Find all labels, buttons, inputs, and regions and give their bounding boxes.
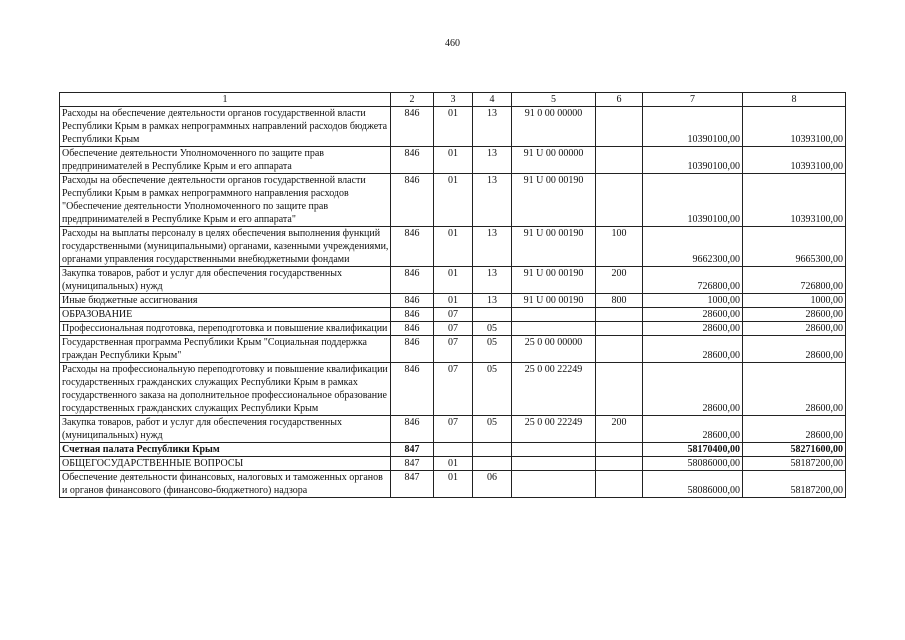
row-ministry-code: 846	[391, 336, 434, 363]
row-amount-year-2: 28600,00	[743, 322, 846, 336]
row-expense-type	[596, 443, 643, 457]
row-ministry-code: 847	[391, 443, 434, 457]
row-target-article: 25 0 00 22249	[512, 416, 596, 443]
row-section-code: 07	[434, 363, 473, 416]
row-section-code: 07	[434, 336, 473, 363]
table-row	[60, 457, 846, 471]
row-section-code: 01	[434, 227, 473, 267]
row-section-code: 01	[434, 174, 473, 227]
row-expense-type: 200	[596, 267, 643, 294]
row-target-article: 91 0 00 00000	[512, 107, 596, 147]
row-amount-year-2: 9665300,00	[743, 227, 846, 267]
row-target-article	[512, 443, 596, 457]
row-amount-year-1: 28600,00	[643, 363, 743, 416]
row-subsection-code: 13	[473, 174, 512, 227]
row-ministry-code: 846	[391, 147, 434, 174]
row-ministry-code: 846	[391, 267, 434, 294]
column-header: 3	[434, 93, 473, 107]
row-target-article: 91 U 00 00190	[512, 267, 596, 294]
row-description: Иные бюджетные ассигнования	[60, 294, 391, 308]
row-amount-year-2: 58271600,00	[743, 443, 846, 457]
row-amount-year-1: 58170400,00	[643, 443, 743, 457]
row-expense-type	[596, 174, 643, 227]
row-expense-type	[596, 336, 643, 363]
row-description: Расходы на профессиональную переподготовку и повышение квалификации государственных гражданских служащих Республики Крым в рамках государственного заказа на дополнительное профессиональное образование государственных гражданских служащих Республики Крым	[60, 363, 391, 416]
row-amount-year-2: 58187200,00	[743, 471, 846, 498]
row-amount-year-1: 10390100,00	[643, 107, 743, 147]
row-subsection-code	[473, 457, 512, 471]
row-description: Расходы на выплаты персоналу в целях обеспечения выполнения функций государственными (муниципальными) органами, казенными учреждениями, органами управления государственными внебюджетными фондами	[60, 227, 391, 267]
row-description: Профессиональная подготовка, переподготовка и повышение квалификации	[60, 322, 391, 336]
row-expense-type	[596, 457, 643, 471]
row-expense-type	[596, 107, 643, 147]
row-amount-year-1: 726800,00	[643, 267, 743, 294]
row-subsection-code: 13	[473, 107, 512, 147]
row-expense-type: 800	[596, 294, 643, 308]
row-amount-year-2: 28600,00	[743, 416, 846, 443]
row-description: Расходы на обеспечение деятельности органов государственной власти Республики Крым в рамках непрограммных направлений расходов бюджета Республики Крым	[60, 107, 391, 147]
row-amount-year-2: 726800,00	[743, 267, 846, 294]
column-header: 8	[743, 93, 846, 107]
page-number: 460	[445, 38, 460, 49]
row-target-article	[512, 457, 596, 471]
row-ministry-code: 846	[391, 363, 434, 416]
row-amount-year-1: 28600,00	[643, 308, 743, 322]
row-ministry-code: 846	[391, 107, 434, 147]
row-target-article: 25 0 00 00000	[512, 336, 596, 363]
row-expense-type	[596, 308, 643, 322]
row-section-code: 07	[434, 308, 473, 322]
row-amount-year-2: 28600,00	[743, 363, 846, 416]
row-subsection-code: 05	[473, 363, 512, 416]
row-target-article: 91 U 00 00190	[512, 294, 596, 308]
row-expense-type	[596, 363, 643, 416]
row-amount-year-2: 28600,00	[743, 336, 846, 363]
row-target-article	[512, 322, 596, 336]
row-subsection-code: 13	[473, 147, 512, 174]
row-section-code: 07	[434, 416, 473, 443]
row-ministry-code: 846	[391, 294, 434, 308]
row-section-code: 01	[434, 471, 473, 498]
row-expense-type	[596, 471, 643, 498]
column-header: 7	[643, 93, 743, 107]
row-ministry-code: 846	[391, 227, 434, 267]
row-description: Обеспечение деятельности Уполномоченного по защите прав предпринимателей в Республике Крым и его аппарата	[60, 147, 391, 174]
row-subsection-code: 06	[473, 471, 512, 498]
row-target-article	[512, 308, 596, 322]
row-description: Закупка товаров, работ и услуг для обеспечения государственных (муниципальных) нужд	[60, 416, 391, 443]
column-header: 1	[60, 93, 391, 107]
budget-table	[59, 92, 846, 498]
row-section-code	[434, 443, 473, 457]
row-description: ОБЩЕГОСУДАРСТВЕННЫЕ ВОПРОСЫ	[60, 457, 391, 471]
row-expense-type	[596, 147, 643, 174]
row-section-code: 01	[434, 267, 473, 294]
row-amount-year-1: 28600,00	[643, 336, 743, 363]
row-description: Счетная палата Республики Крым	[60, 443, 391, 457]
row-expense-type: 200	[596, 416, 643, 443]
row-amount-year-2: 10393100,00	[743, 147, 846, 174]
row-amount-year-1: 9662300,00	[643, 227, 743, 267]
table-row	[60, 107, 846, 147]
table-row	[60, 227, 846, 267]
row-subsection-code	[473, 308, 512, 322]
row-amount-year-1: 1000,00	[643, 294, 743, 308]
table-row	[60, 308, 846, 322]
row-amount-year-2: 1000,00	[743, 294, 846, 308]
column-header: 2	[391, 93, 434, 107]
row-expense-type: 100	[596, 227, 643, 267]
table-row	[60, 443, 846, 457]
row-target-article: 25 0 00 22249	[512, 363, 596, 416]
row-target-article	[512, 471, 596, 498]
row-amount-year-2: 28600,00	[743, 308, 846, 322]
row-amount-year-1: 10390100,00	[643, 174, 743, 227]
row-description: Государственная программа Республики Крым "Социальная поддержка граждан Республики Крым"	[60, 336, 391, 363]
row-section-code: 01	[434, 107, 473, 147]
row-amount-year-2: 58187200,00	[743, 457, 846, 471]
row-amount-year-1: 58086000,00	[643, 457, 743, 471]
row-amount-year-2: 10393100,00	[743, 107, 846, 147]
row-ministry-code: 846	[391, 416, 434, 443]
table-row	[60, 322, 846, 336]
row-target-article: 91 U 00 00190	[512, 174, 596, 227]
row-section-code: 07	[434, 322, 473, 336]
table-row	[60, 267, 846, 294]
column-header: 6	[596, 93, 643, 107]
row-section-code: 01	[434, 147, 473, 174]
row-description: Обеспечение деятельности финансовых, налоговых и таможенных органов и органов финансового (финансово-бюджетного) надзора	[60, 471, 391, 498]
row-expense-type	[596, 322, 643, 336]
table-row	[60, 336, 846, 363]
row-amount-year-1: 10390100,00	[643, 147, 743, 174]
table-body	[60, 107, 846, 498]
table-row	[60, 174, 846, 227]
row-subsection-code	[473, 443, 512, 457]
table-row	[60, 147, 846, 174]
row-section-code: 01	[434, 294, 473, 308]
row-amount-year-2: 10393100,00	[743, 174, 846, 227]
row-description: Закупка товаров, работ и услуг для обеспечения государственных (муниципальных) нужд	[60, 267, 391, 294]
row-subsection-code: 13	[473, 227, 512, 267]
row-amount-year-1: 58086000,00	[643, 471, 743, 498]
row-ministry-code: 846	[391, 322, 434, 336]
row-subsection-code: 13	[473, 267, 512, 294]
table-row	[60, 363, 846, 416]
table-row	[60, 471, 846, 498]
row-target-article: 91 U 00 00190	[512, 227, 596, 267]
row-subsection-code: 13	[473, 294, 512, 308]
row-target-article: 91 U 00 00000	[512, 147, 596, 174]
row-amount-year-1: 28600,00	[643, 322, 743, 336]
table-row	[60, 416, 846, 443]
row-ministry-code: 847	[391, 471, 434, 498]
table-row	[60, 294, 846, 308]
column-header: 5	[512, 93, 596, 107]
row-description: ОБРАЗОВАНИЕ	[60, 308, 391, 322]
row-subsection-code: 05	[473, 322, 512, 336]
row-ministry-code: 847	[391, 457, 434, 471]
row-subsection-code: 05	[473, 416, 512, 443]
row-section-code: 01	[434, 457, 473, 471]
row-ministry-code: 846	[391, 174, 434, 227]
row-subsection-code: 05	[473, 336, 512, 363]
column-header: 4	[473, 93, 512, 107]
row-description: Расходы на обеспечение деятельности органов государственной власти Республики Крым в рамках непрограммного направления расходов "Обеспечение деятельности Уполномоченного по защите прав предпринимателей в Республике Крым и его аппарата"	[60, 174, 391, 227]
row-amount-year-1: 28600,00	[643, 416, 743, 443]
row-ministry-code: 846	[391, 308, 434, 322]
table-header-row	[60, 93, 846, 107]
